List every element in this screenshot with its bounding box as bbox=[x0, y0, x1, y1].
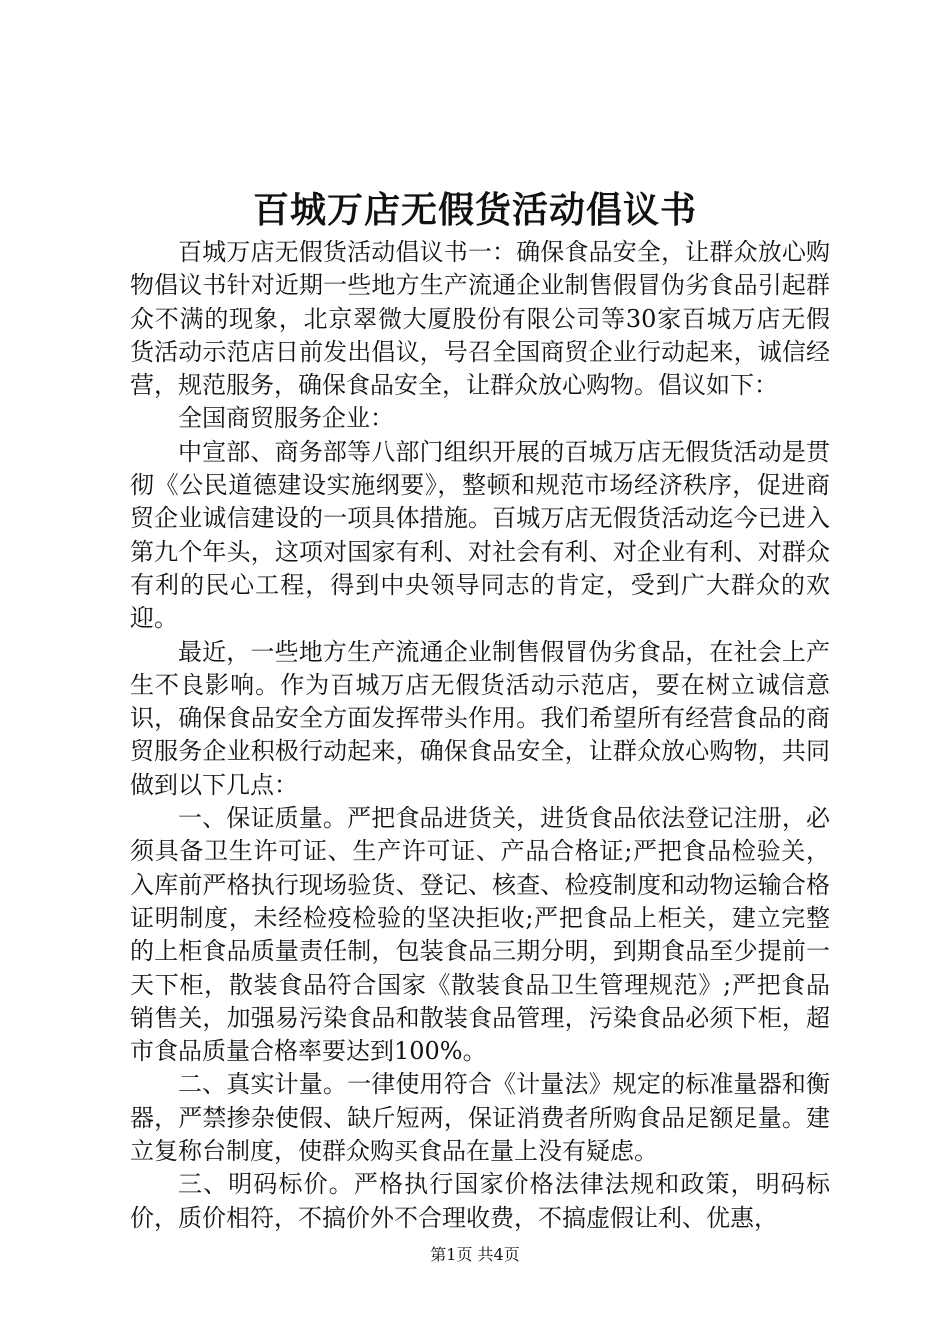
paragraph-salutation: 全国商贸服务企业： bbox=[178, 404, 394, 433]
paragraph-intro: 百城万店无假货活动倡议书一：确保食品安全，让群众放心购物倡议书针对近期一些地方生产流通企业制售假冒伪劣食品引起群众不满的现象，北京翠微大厦股份有限公司等30家百城万店无假货活动示范店日前发出倡议，号召全国商贸企业行动起来，诚信经营，规范服务，确保食品安全，让群众放心购物。倡议如下： bbox=[130, 238, 830, 400]
page-footer: 第1页 共4页 bbox=[430, 1245, 520, 1264]
paragraph-point-1: 一、保证质量。严把食品进货关，进货食品依法登记注册，必须具备卫生许可证、生产许可证、产品合格证;严把食品检验关，入库前严格执行现场验货、登记、核查、检疫制度和动物运输合格证明制度，未经检疫检验的坚决拒收;严把食品上柜关，建立完整的上柜食品质量责任制，包装食品三期分明，到期食品至少提前一天下柜，散装食品符合国家《散装食品卫生管理规范》;严把食品销售关，加强易污染食品和散装食品管理，污染食品必须下柜，超市食品质量合格率要达到100%。 bbox=[130, 804, 830, 1066]
paragraph-point-2: 二、真实计量。一律使用符合《计量法》规定的标准量器和衡器，严禁掺杂使假、缺斤短两，保证消费者所购食品足额足量。建立复称台制度，使群众购买食品在量上没有疑虑。 bbox=[130, 1070, 830, 1166]
paragraph-recent: 最近，一些地方生产流通企业制售假冒伪劣食品，在社会上产生不良影响。作为百城万店无假货活动示范店，要在树立诚信意识，确保食品安全方面发挥带头作用。我们希望所有经营食品的商贸服务企业积极行动起来，确保食品安全，让群众放心购物，共同做到以下几点： bbox=[130, 637, 830, 799]
paragraph-background: 中宣部、商务部等八部门组织开展的百城万店无假货活动是贯彻《公民道德建设实施纲要》，整顿和规范市场经济秩序，促进商贸企业诚信建设的一项具体措施。百城万店无假货活动迄今已进入第九个年头，这项对国家有利、对社会有利、对企业有利、对群众有利的民心工程，得到中央领导同志的肯定，受到广大群众的欢迎。 bbox=[130, 437, 830, 633]
document-title: 百城万店无假货活动倡议书 bbox=[252, 189, 697, 231]
document-body bbox=[130, 236, 830, 1235]
paragraph-point-3: 三、明码标价。严格执行国家价格法律法规和政策，明码标价，质价相符，不搞价外不合理收费，不搞虚假让利、优惠， bbox=[130, 1170, 830, 1232]
